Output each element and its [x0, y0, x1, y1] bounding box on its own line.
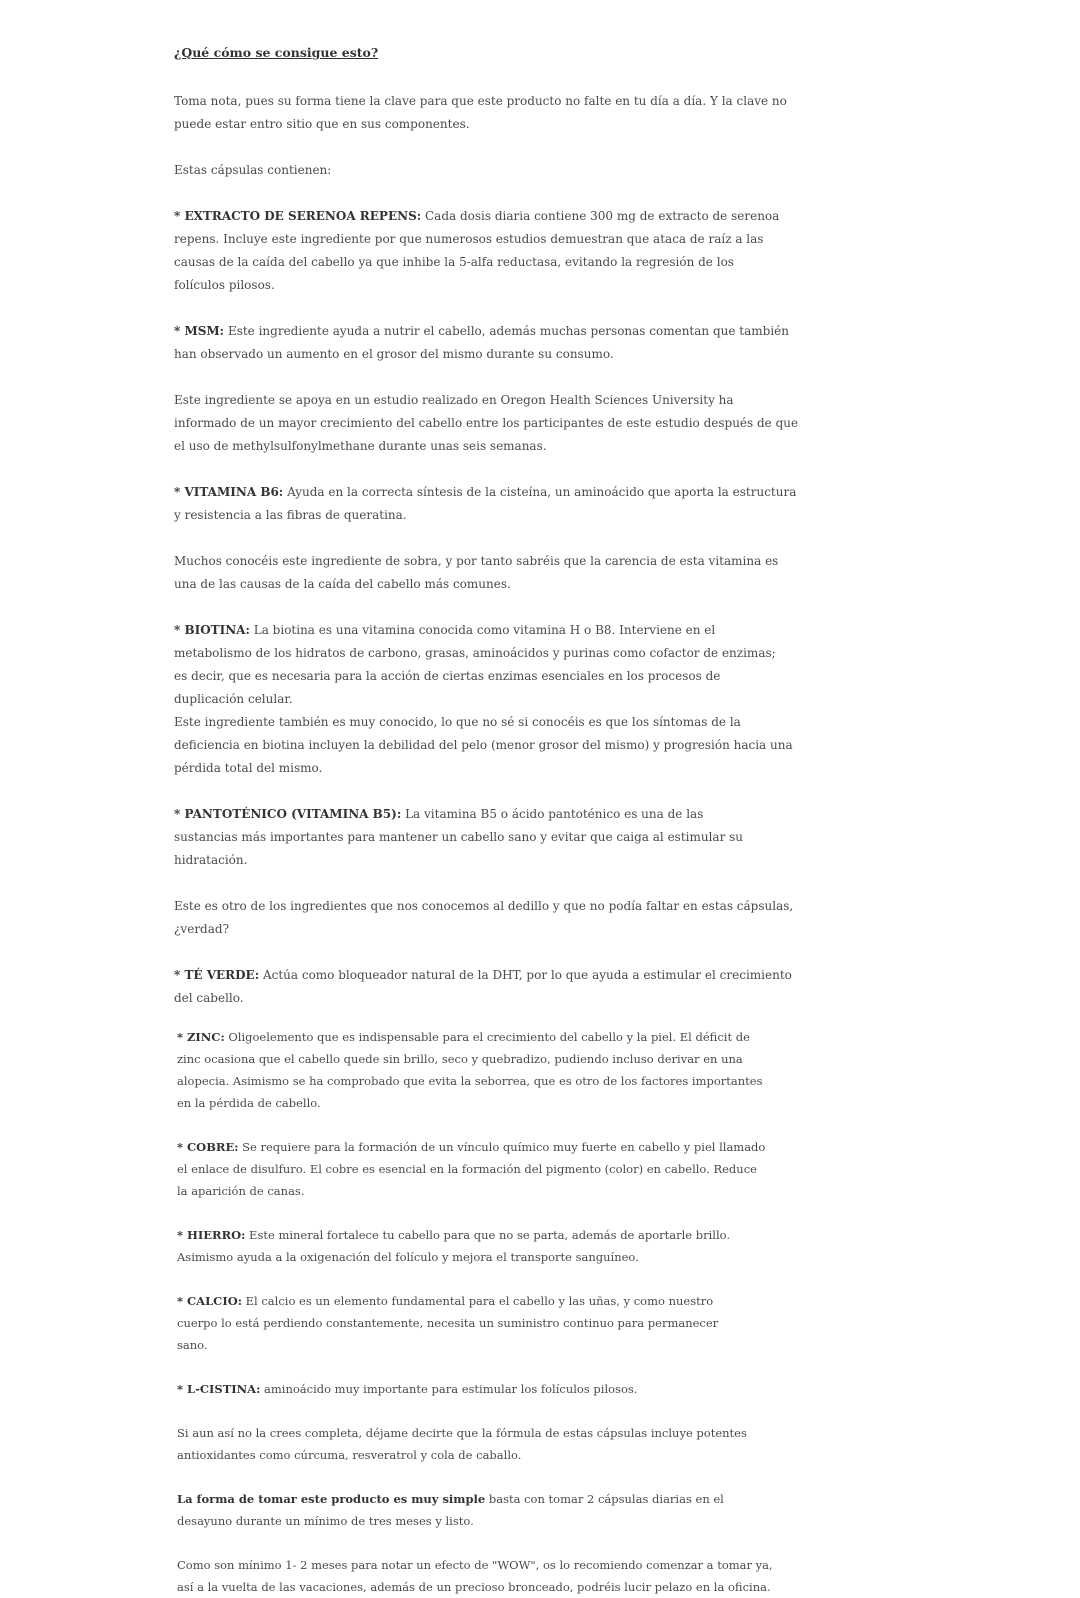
ingredient-label: * EXTRACTO DE SERENOA REPENS:: [174, 209, 422, 223]
ingredient-text: Este ingrediente ayuda a nutrir el cabello, además muchas personas comentan que también han observado un aumento en el grosor del mismo durante su consumo.: [174, 324, 789, 361]
ingredient-label: * COBRE:: [177, 1140, 239, 1154]
pantotenico-note: Este es otro de los ingredientes que nos conocemos al dedillo y que no podía faltar en estas cápsulas, ¿verdad?: [174, 899, 794, 936]
msm-study-paragraph: Este ingrediente se apoya en un estudio realizado en Oregon Health Sciences University ha informado de un mayor crecimiento del cabello entre los participantes de este estudio después de que el uso de methylsulfonylmethane durante unas seis semanas.: [174, 393, 799, 453]
ingredient-text: La biotina es una vitamina conocida como vitamina H o B8. Interviene en el metabolismo de los hidratos de carbono, grasas, aminoácidos y purinas como cofactor de enzimas; es decir, que es necesaria para la acción de ciertas enzimas esenciales en los procesos de duplicación celular.: [174, 623, 776, 706]
antioxidants-paragraph: Si aun así no la crees completa, déjame decirte que la fórmula de estas cápsulas incluye potentes antioxidantes como cúrcuma, resveratrol y cola de caballo.: [177, 1426, 747, 1462]
ingredient-label: * MSM:: [174, 324, 225, 338]
ingredient-label: * ZINC:: [177, 1030, 225, 1044]
ingredient-text: Se requiere para la formación de un vínculo químico muy fuerte en cabello y piel llamado el enlace de disulfuro. El cobre es esencial en la formación del pigmento (color) en cabello. Reduce la aparición de canas.: [177, 1140, 766, 1198]
ingredient-text: Ayuda en la correcta síntesis de la cisteína, un aminoácido que aporta la estructura y resistencia a las fibras de queratina.: [174, 485, 797, 522]
usage-label: La forma de tomar este producto es muy simple: [177, 1492, 486, 1506]
ingredient-text: La vitamina B5 o ácido pantoténico es una de las sustancias más importantes para mantener un cabello sano y evitar que caiga al estimular su hidratación.: [174, 807, 744, 867]
ingredient-text: Oligoelemento que es indispensable para el crecimiento del cabello y la piel. El déficit de zinc ocasiona que el cabello quede sin brillo, seco y quebradizo, pudiendo incluso derivar en una alopecia. Asimismo se ha comprobado que evita la seborrea, que es otro de los factores importantes en la pérdida de cabello.: [177, 1030, 763, 1110]
ingredient-biotina: [174, 619, 789, 711]
ingredient-text: Cada dosis diaria contiene 300 mg de extracto de serenoa repens. Incluye este ingrediente por que numerosos estudios demuestran que ataca de raíz a las causas de la caída del cabello ya que inhibe la 5-alfa reductasa, evitando la regresión de los folículos pilosos.: [174, 209, 780, 292]
ingredient-vitamina-b6: [174, 481, 799, 527]
ingredient-l-cistina: [177, 1378, 814, 1400]
biotina-note: Este ingrediente también es muy conocido, lo que no sé si conocéis es que los síntomas de la deficiencia en biotina incluyen la debilidad del pelo (menor grosor del mismo) y progresión hacia una pérdida total del mismo.: [174, 715, 793, 775]
ingredient-calcio: [177, 1290, 737, 1356]
usage-paragraph: [177, 1488, 777, 1532]
usage-text: basta con tomar 2 cápsulas diarias en el desayuno durante un mínimo de tres meses y listo.: [177, 1492, 724, 1528]
ingredient-text: El calcio es un elemento fundamental para el cabello y las uñas, y como nuestro cuerpo lo está perdiendo constantemente, necesita un suministro continuo para permanecer sano.: [177, 1294, 719, 1352]
ingredient-hierro: [177, 1224, 782, 1268]
ingredient-text: Actúa como bloqueador natural de la DHT, por lo que ayuda a estimular el crecimiento del cabello.: [174, 968, 792, 1005]
ingredient-label: * HIERRO:: [177, 1228, 246, 1242]
article-body: [174, 40, 814, 1598]
ingredient-te-verde: [174, 964, 814, 1010]
ingredient-label: * BIOTINA:: [174, 623, 250, 637]
ingredient-label: * VITAMINA B6:: [174, 485, 284, 499]
ingredient-label: * L-CISTINA:: [177, 1382, 261, 1396]
minerals-group: [174, 1026, 814, 1598]
ingredient-label: * CALCIO:: [177, 1294, 242, 1308]
ingredient-text: Este mineral fortalece tu cabello para que no se parta, además de aportarle brillo. Asimismo ayuda a la oxigenación del folículo y mejora el transporte sanguíneo.: [177, 1228, 731, 1264]
ingredient-pantotenico: [174, 803, 754, 872]
ingredient-label: * PANTOTÉNICO (VITAMINA B5):: [174, 807, 402, 821]
closing-paragraph: Como son mínimo 1- 2 meses para notar un efecto de "WOW", os lo recomiendo comenzar a tomar ya, así a la vuelta de las vacaciones, además de un precioso bronceado, podréis lucir pelazo en la oficina.: [177, 1558, 773, 1594]
b6-note-paragraph: Muchos conocéis este ingrediente de sobra, y por tanto sabréis que la carencia de esta vitamina es una de las causas de la caída del cabello más comunes.: [174, 554, 779, 591]
ingredient-zinc: [177, 1026, 777, 1114]
section-heading: ¿Qué cómo se consigue esto?: [174, 45, 379, 60]
components-intro: Estas cápsulas contienen:: [174, 163, 332, 177]
ingredient-cobre: [177, 1136, 767, 1202]
ingredient-serenoa: [174, 205, 784, 297]
ingredient-label: * TÉ VERDE:: [174, 968, 260, 982]
ingredient-msm: [174, 320, 804, 366]
ingredient-text: aminoácido muy importante para estimular los folículos pilosos.: [260, 1382, 638, 1396]
intro-paragraph: Toma nota, pues su forma tiene la clave para que este producto no falte en tu día a día. Y la clave no puede estar entro sitio que en sus componentes.: [174, 94, 787, 131]
